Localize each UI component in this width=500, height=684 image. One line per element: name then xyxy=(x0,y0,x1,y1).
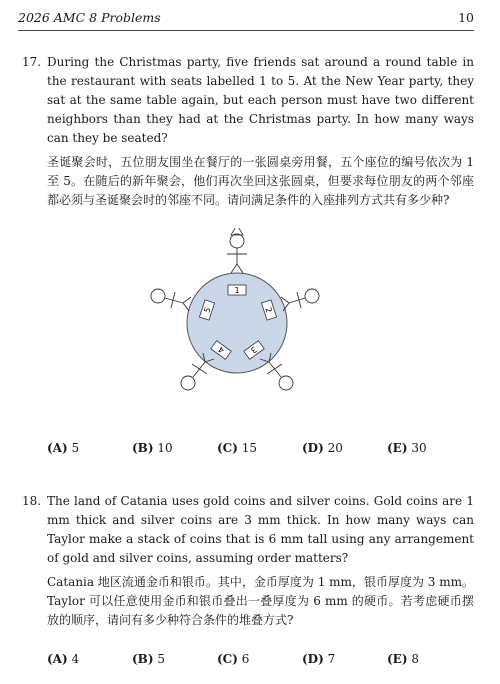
choices-17 xyxy=(47,441,467,461)
choice-18-d[interactable]: (D) 7 xyxy=(302,652,336,666)
page-header xyxy=(18,10,474,30)
choice-18-e[interactable]: (E) 8 xyxy=(387,652,419,666)
problem-text-cn: 圣诞聚会时，五位朋友围坐在餐厅的一张圆桌旁用餐，五个座位的编号依次为 1 至 5。在随后的新年聚会，他们再次坐回这张圆桌，但要求每位朋友的两个邻座都必须与圣诞聚会时的邻座不同。请问满足条件的入座排列方式共有多少种? xyxy=(47,155,474,207)
choice-18-b[interactable]: (B) 5 xyxy=(132,652,165,666)
problem-17 xyxy=(22,53,474,210)
seat-label-4: 4 xyxy=(216,344,226,355)
seat-label-3: 3 xyxy=(249,344,259,355)
choices-18 xyxy=(47,652,467,672)
choice-17-e[interactable]: (E) 30 xyxy=(387,441,427,455)
problem-text-en: The land of Catania uses gold coins and silver coins. Gold coins are 1 mm thick and silver coins are 3 mm thick. In how many ways can Taylor make a stack of coins that is 6 mm tall using any arrangement of gold and silver coins, assuming order matters? xyxy=(47,494,474,565)
problem-18 xyxy=(22,492,474,630)
person-top xyxy=(227,228,247,273)
choice-17-d[interactable]: (D) 20 xyxy=(302,441,343,455)
seat-label-5: 5 xyxy=(202,306,213,314)
problem-text-en: During the Christmas party, five friends sat around a round table in the restaurant with seats labelled 1 to 5. At the New Year party, they sat at the same table again, but each person must have two different neighbors than they had at the Christmas party. In how many ways can they be seated? xyxy=(47,55,474,145)
page-number: 10 xyxy=(458,10,474,25)
header-rule xyxy=(18,30,474,31)
problem-number: 17. xyxy=(22,55,42,69)
round-table-figure xyxy=(145,228,325,398)
choice-18-c[interactable]: (C) 6 xyxy=(217,652,250,666)
choice-17-a[interactable]: (A) 5 xyxy=(47,441,80,455)
seat-card-1 xyxy=(228,285,246,295)
choice-18-a[interactable]: (A) 4 xyxy=(47,652,80,666)
seat-label-2: 2 xyxy=(263,306,274,314)
choice-17-c[interactable]: (C) 15 xyxy=(217,441,258,455)
problem-text-cn: Catania 地区流通金币和银币。其中，金币厚度为 1 mm，银币厚度为 3 mm。Taylor 可以任意使用金币和银币叠出一叠厚度为 6 mm 的硬币。若考虑硬币摆放的顺序，请问有多少种符合条件的堆叠方式? xyxy=(47,575,474,627)
seat-label-1: 1 xyxy=(234,286,240,295)
choice-17-b[interactable]: (B) 10 xyxy=(132,441,173,455)
person-right xyxy=(281,289,319,311)
person-left xyxy=(151,289,191,311)
exam-title: 2026 AMC 8 Problems xyxy=(18,10,161,25)
problem-number: 18. xyxy=(22,494,42,508)
